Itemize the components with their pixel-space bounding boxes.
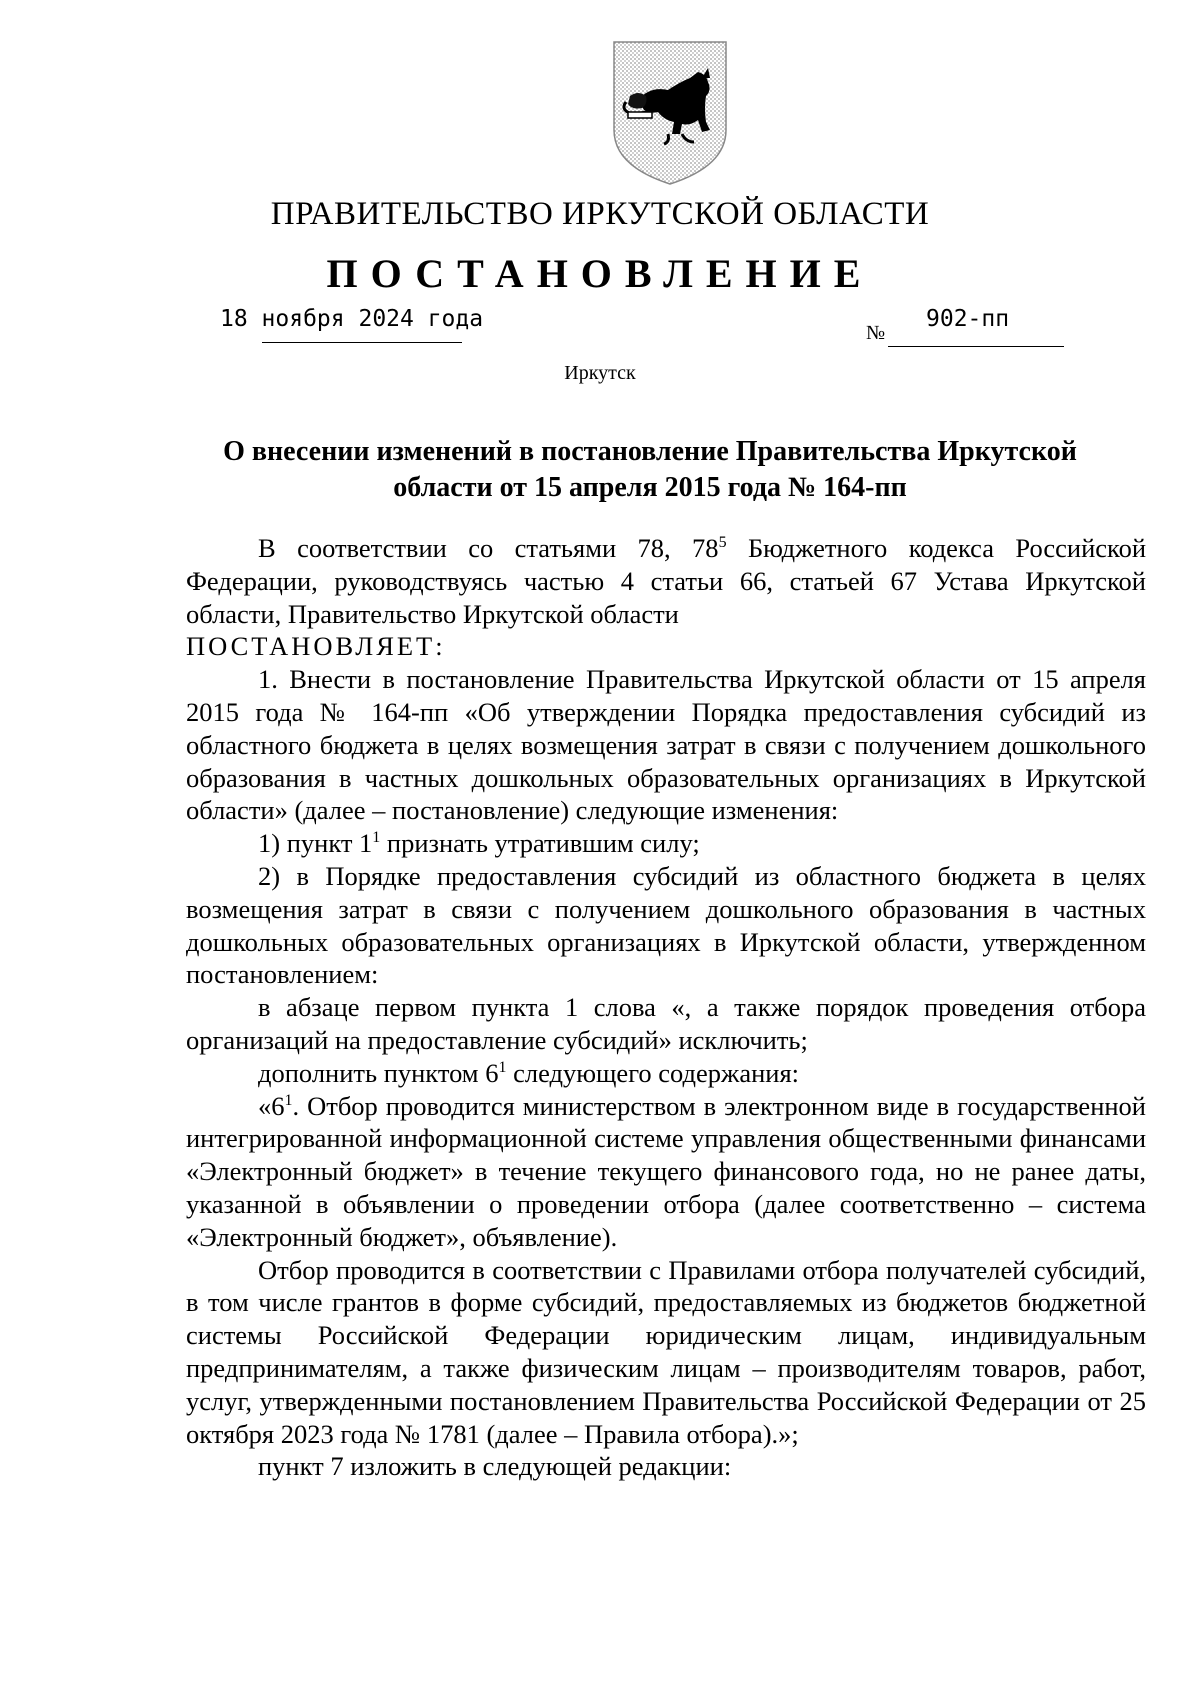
superscript: 1 bbox=[498, 1058, 507, 1076]
decree-date: 18 ноября 2024 года bbox=[220, 306, 484, 332]
subject-line-2: области от 15 апреля 2015 года № 164-пп bbox=[393, 472, 907, 503]
subitem-1-text-end: признать утратившим силу; bbox=[380, 828, 700, 859]
superscript: 1 bbox=[284, 1091, 293, 1109]
preamble-text-start: В соответствии со статьями 78, 78 bbox=[258, 533, 719, 563]
amendment-2-text-start: дополнить пунктом 6 bbox=[258, 1057, 499, 1088]
paragraph-point-6-1 bbox=[186, 1090, 1146, 1254]
amendment-2-text-end: следующего содержания: bbox=[506, 1057, 800, 1088]
decree-number: 902-пп bbox=[926, 306, 1010, 332]
resolves-heading: ПОСТАНОВЛЯЕТ: bbox=[186, 631, 446, 662]
date-underline bbox=[262, 342, 462, 343]
paragraph-preamble bbox=[186, 532, 1146, 630]
paragraph-amendment-2 bbox=[186, 1057, 1146, 1090]
preamble-text-end: Бюджетного кодекса Российской Федерации, руководствуясь частью 4 статьи 66, статьей 67 Устава Иркутской области, Правительство Иркутской области bbox=[186, 533, 1146, 629]
superscript: 1 bbox=[372, 829, 381, 847]
city-name: Иркутск bbox=[564, 362, 636, 384]
document-type-title: ПОСТАНОВЛЕНИЕ bbox=[326, 251, 874, 296]
paragraph-subitem-1 bbox=[186, 827, 1146, 860]
superscript: 5 bbox=[718, 534, 727, 551]
paragraph-selection-rules: Отбор проводится в соответствии с Правилами отбора получателей субсидий, в том числе грантов в форме субсидий, предоставляемых из бюджетов бюджетной системы Российской Федерации юридическим лицам, индивидуальным предпринимателям, а также физическим лицам – производителям товаров, работ, услуг, утвержденными постановлением Правительства Российской Федерации от 25 октября 2023 года № 1781 (далее – Правила отбора).»; bbox=[186, 1254, 1146, 1449]
number-underline bbox=[888, 346, 1064, 347]
decree-subject bbox=[200, 434, 1100, 506]
paragraph-point-7: пункт 7 изложить в следующей редакции: bbox=[258, 1451, 732, 1482]
decree-body bbox=[186, 532, 1146, 1483]
paragraph-subitem-2: 2) в Порядке предоставления субсидий из областного бюджета в целях возмещения затрат в связи с получением дошкольного образования в частных дошкольных образовательных организациях в Иркутской области, утвержденном постановлением: bbox=[186, 860, 1146, 990]
subitem-1-text-start: 1) пункт 1 bbox=[258, 828, 373, 859]
paragraph-amendment-1: в абзаце первом пункта 1 слова «, а также порядок проведения отбора организаций на предоставление субсидий» исключить; bbox=[186, 992, 1146, 1055]
point-6-1-text-end: . Отбор проводится министерством в электронном виде в государственной интегрированной информационной системе управления общественными финансами «Электронный бюджет» в течение текущего финансового года, но не ранее даты, указанной в объявлении о проведении отбора (далее соответственно – система «Электронный бюджет», объявление). bbox=[186, 1090, 1146, 1252]
coat-of-arms-emblem bbox=[610, 38, 730, 188]
point-6-1-text-start: «6 bbox=[258, 1090, 285, 1121]
paragraph-item-1: 1. Внести в постановление Правительства Иркутской области от 15 апреля 2015 года № 164-пп «Об утверждении Порядка предоставления субсидий из областного бюджета в целях возмещения затрат в связи с получением дошкольного образования в частных дошкольных образовательных организациях в Иркутской области» (далее – постановление) следующие изменения: bbox=[186, 664, 1146, 826]
number-label: № bbox=[866, 322, 886, 344]
government-title: ПРАВИТЕЛЬСТВО ИРКУТСКОЙ ОБЛАСТИ bbox=[270, 196, 930, 232]
subject-line-1: О внесении изменений в постановление Правительства Иркутской bbox=[223, 436, 1077, 467]
